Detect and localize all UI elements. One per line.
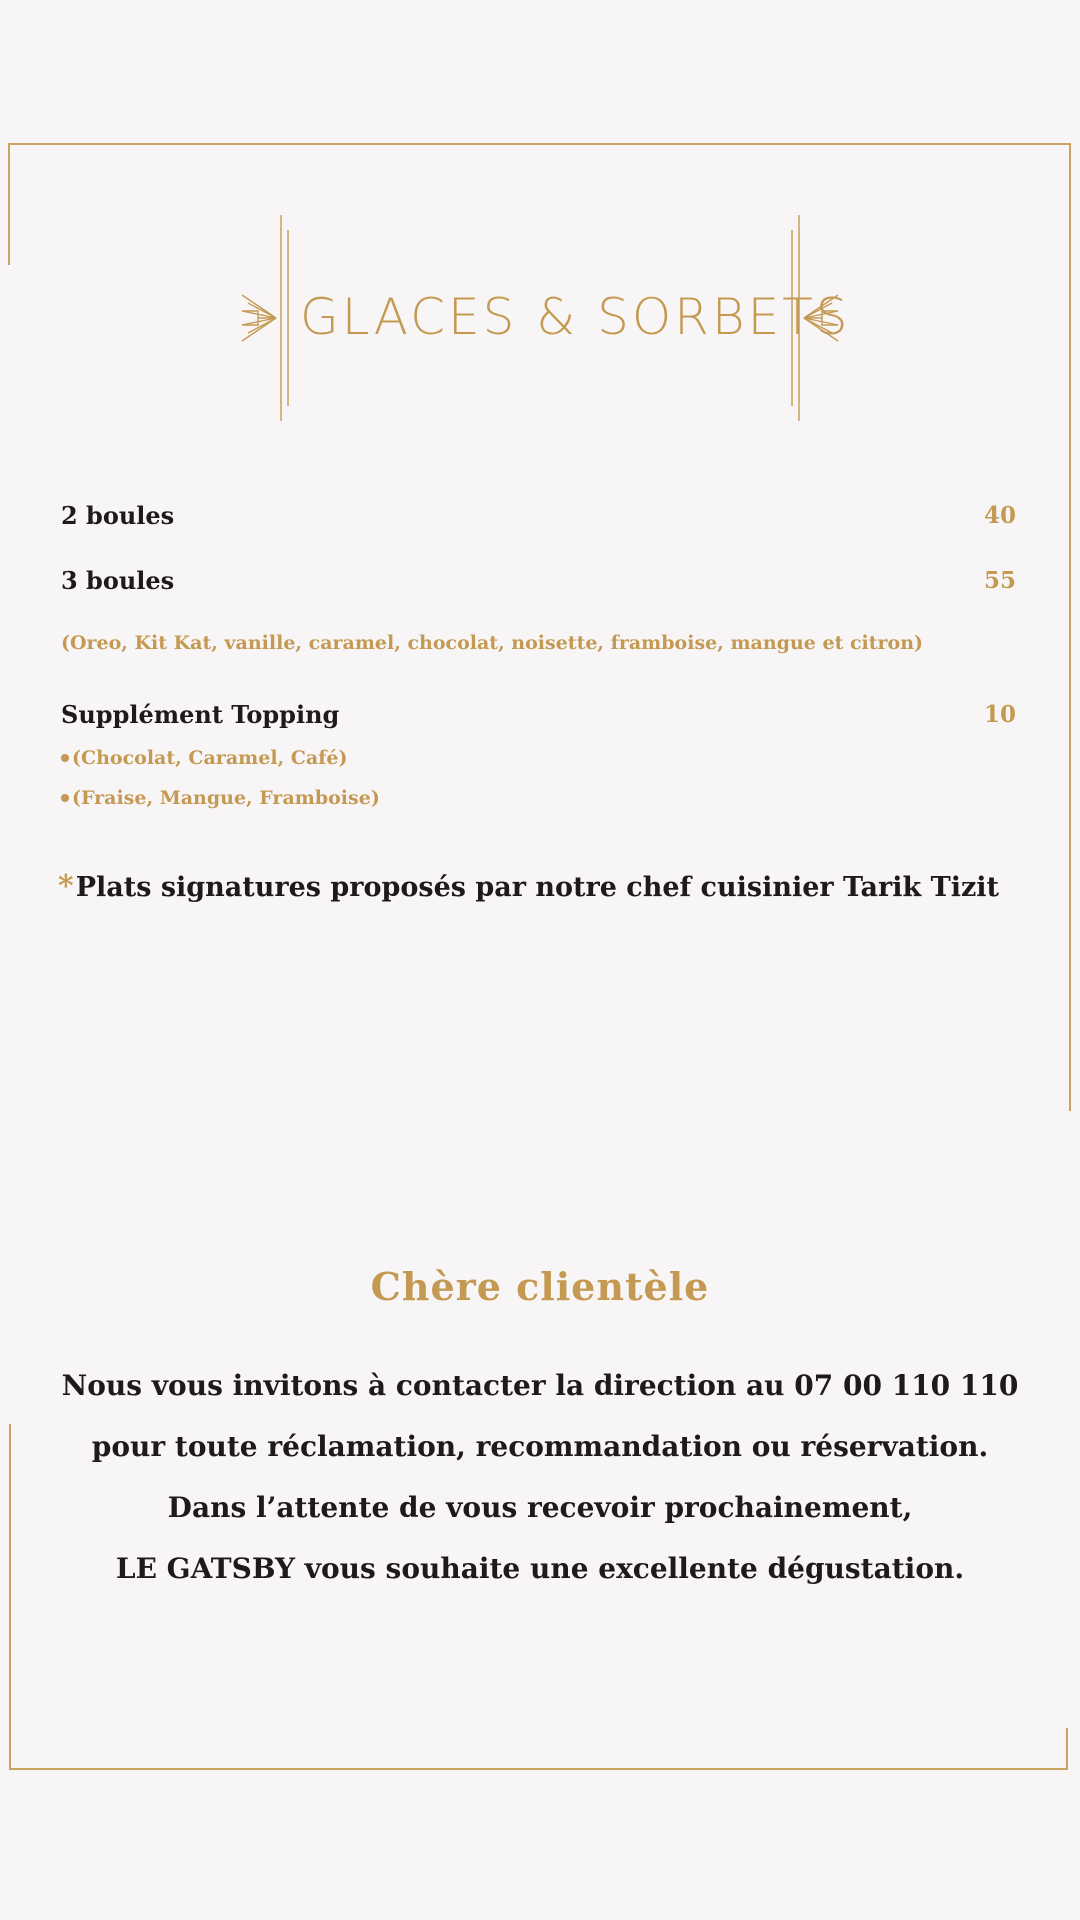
- closing-title: Chère clientèle: [370, 1264, 710, 1309]
- frame-top-border: [8, 143, 1071, 145]
- bullet-icon: [61, 754, 69, 762]
- menu-section-title: GLACES & SORBETS: [300, 288, 851, 346]
- menu-item-2-boules-price: 40: [983, 502, 1016, 529]
- signature-note-text: Plats signatures proposés par notre chef cuisinier Tarik Tizit: [75, 872, 1000, 903]
- flavors-note: (Oreo, Kit Kat, vanille, caramel, chocolat, noisette, framboise, mangue et citron): [61, 632, 924, 654]
- topping-option: [61, 747, 347, 769]
- menu-item-3-boules-name: 3 boules: [61, 566, 175, 595]
- frame-left-lower-border: [9, 1424, 11, 1770]
- closing-line: Dans l’attente de vous recevoir prochainement,: [167, 1491, 913, 1524]
- frame-right-lower-border: [1066, 1728, 1068, 1770]
- bullet-icon: [61, 794, 69, 802]
- menu-item-topping-price: 10: [983, 701, 1016, 728]
- menu-item-2-boules-name: 2 boules: [61, 501, 175, 530]
- frame-left-border: [8, 143, 10, 265]
- menu-item-topping-name: Supplément Topping: [61, 700, 340, 729]
- signature-note: [58, 869, 999, 904]
- closing-line: Nous vous invitons à contacter la direction au 07 00 110 110: [61, 1369, 1019, 1402]
- frame-right-border: [1069, 143, 1071, 1111]
- topping-option-label: (Fraise, Mangue, Framboise): [72, 787, 380, 809]
- menu-item-3-boules-price: 55: [983, 567, 1016, 594]
- topping-option-label: (Chocolat, Caramel, Café): [72, 747, 348, 769]
- closing-line: LE GATSBY vous souhaite une excellente dégustation.: [115, 1552, 965, 1585]
- asterisk-icon: *: [58, 869, 74, 904]
- topping-option: [61, 787, 380, 809]
- frame-bottom-border: [9, 1768, 1068, 1770]
- closing-line: pour toute réclamation, recommandation ou réservation.: [91, 1430, 989, 1463]
